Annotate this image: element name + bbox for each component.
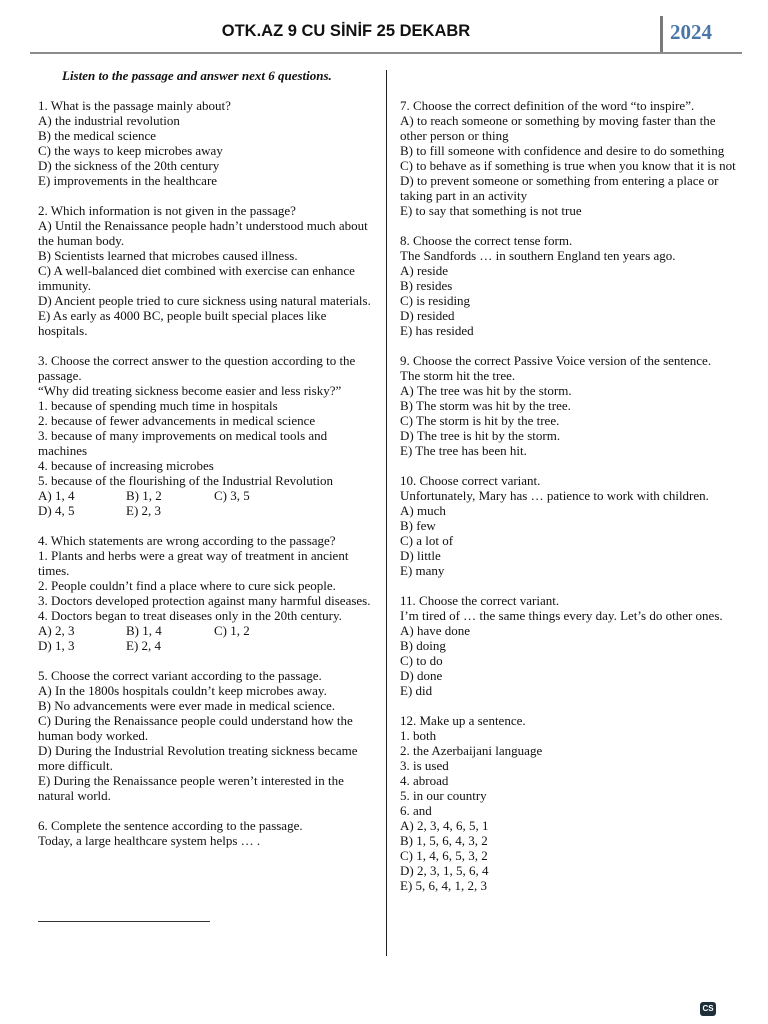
answer-option: D) 4, 5	[38, 503, 75, 518]
answer-options-row	[38, 623, 374, 638]
answer-option: C) 3, 5	[214, 488, 250, 503]
question-line: B) resides	[400, 278, 453, 293]
answer-options-row	[38, 488, 374, 503]
question-line: B) The storm was hit by the tree.	[400, 398, 571, 413]
question-stem: 1. What is the passage mainly about?	[38, 98, 231, 113]
question-line: A) Until the Renaissance people hadn’t understood much about the human body.	[38, 218, 368, 248]
answer-option: A) 2, 3	[38, 623, 75, 638]
question-line: D) little	[400, 548, 441, 563]
question-line: D) During the Industrial Revolution treating sickness became more difficult.	[38, 743, 358, 773]
answer-options-row	[38, 503, 374, 518]
question-stem: 9. Choose the correct Passive Voice version of the sentence.	[400, 353, 712, 368]
question-2	[38, 203, 374, 338]
question-stem: 8. Choose the correct tense form.	[400, 233, 573, 248]
question-stem: 2. Which information is not given in the passage?	[38, 203, 296, 218]
page-header	[30, 14, 742, 54]
question-stem: 12. Make up a sentence.	[400, 713, 526, 728]
question-line: C) During the Renaissance people could understand how the human body worked.	[38, 713, 353, 743]
question-line: 1. both	[400, 728, 437, 743]
question-stem: 7. Choose the correct definition of the word “to inspire”.	[400, 98, 695, 113]
question-line: Unfortunately, Mary has … patience to work with children.	[400, 488, 709, 503]
question-line: 6. and	[400, 803, 432, 818]
question-line: D) the sickness of the 20th century	[38, 158, 220, 173]
question-line: D) 2, 3, 1, 5, 6, 4	[400, 863, 489, 878]
listening-instruction: Listen to the passage and answer next 6 questions.	[62, 68, 332, 83]
question-line: C) A well-balanced diet combined with exercise can enhance immunity.	[38, 263, 355, 293]
question-8	[400, 233, 738, 338]
question-7	[400, 98, 738, 218]
question-6	[38, 818, 374, 848]
question-line: 3. because of many improvements on medical tools and machines	[38, 428, 328, 458]
question-line: D) to prevent someone or something from entering a place or taking part in an activity	[400, 173, 719, 203]
question-line: 3. is used	[400, 758, 449, 773]
question-line: A) 2, 3, 4, 6, 5, 1	[400, 818, 489, 833]
question-line: B) few	[400, 518, 436, 533]
question-stem: 10. Choose correct variant.	[400, 473, 541, 488]
question-line: A) reside	[400, 263, 449, 278]
page-title: OTK.AZ 9 CU SİNİF 25 DEKABR	[221, 22, 471, 40]
question-line: A) have done	[400, 623, 471, 638]
question-line: E) During the Renaissance people weren’t interested in the natural world.	[38, 773, 344, 803]
right-column	[400, 98, 738, 908]
question-line: E) As early as 4000 BC, people built special places like hospitals.	[38, 308, 327, 338]
question-line: D) The tree is hit by the storm.	[400, 428, 561, 443]
question-line: B) doing	[400, 638, 446, 653]
question-line: D) resided	[400, 308, 455, 323]
question-line: A) The tree was hit by the storm.	[400, 383, 572, 398]
question-line: C) a lot of	[400, 533, 454, 548]
question-line: 5. because of the flourishing of the Industrial Revolution	[38, 473, 333, 488]
question-line: C) 1, 4, 6, 5, 3, 2	[400, 848, 488, 863]
question-line: B) the medical science	[38, 128, 157, 143]
question-line: 4. abroad	[400, 773, 449, 788]
question-line: E) 5, 6, 4, 1, 2, 3	[400, 878, 488, 893]
question-line: C) to do	[400, 653, 443, 668]
header-year: 2024	[670, 20, 712, 44]
question-line: 4. because of increasing microbes	[38, 458, 214, 473]
question-line: D) done	[400, 668, 443, 683]
question-line: A) In the 1800s hospitals couldn’t keep microbes away.	[38, 683, 327, 698]
answer-blank-line	[38, 921, 210, 922]
question-line: 3. Doctors developed protection against many harmful diseases.	[38, 593, 371, 608]
question-line: E) to say that something is not true	[400, 203, 582, 218]
answer-option: B) 1, 2	[126, 488, 162, 503]
left-column	[38, 98, 374, 863]
question-line: A) the industrial revolution	[38, 113, 180, 128]
camscanner-logo: CS	[700, 1002, 716, 1016]
question-line: 1. because of spending much time in hospitals	[38, 398, 278, 413]
question-line: E) did	[400, 683, 433, 698]
question-5	[38, 668, 374, 803]
question-stem: 3. Choose the correct answer to the question according to the passage.	[38, 353, 356, 383]
question-line: Today, a large healthcare system helps … .	[38, 833, 261, 848]
answer-option: C) 1, 2	[214, 623, 250, 638]
question-line: “Why did treating sickness become easier and less risky?”	[38, 383, 342, 398]
question-12	[400, 713, 738, 893]
question-11	[400, 593, 738, 698]
question-line: B) to fill someone with confidence and desire to do something	[400, 143, 725, 158]
answer-option: E) 2, 3	[126, 503, 162, 518]
question-line: A) much	[400, 503, 446, 518]
answer-option: B) 1, 4	[126, 623, 162, 638]
question-line: 1. Plants and herbs were a great way of treatment in ancient times.	[38, 548, 349, 578]
question-3	[38, 353, 374, 518]
question-stem: 5. Choose the correct variant according to the passage.	[38, 668, 322, 683]
question-stem: 4. Which statements are wrong according to the passage?	[38, 533, 336, 548]
question-line: 2. the Azerbaijani language	[400, 743, 543, 758]
question-line: C) is residing	[400, 293, 471, 308]
question-line: E) The tree has been hit.	[400, 443, 527, 458]
column-divider	[386, 70, 387, 956]
question-line: I’m tired of … the same things every day. Let’s do other ones.	[400, 608, 723, 623]
question-line: C) The storm is hit by the tree.	[400, 413, 560, 428]
question-stem: 6. Complete the sentence according to the passage.	[38, 818, 303, 833]
question-line: The Sandfords … in southern England ten years ago.	[400, 248, 676, 263]
answer-option: D) 1, 3	[38, 638, 75, 653]
question-line: 2. People couldn’t find a place where to cure sick people.	[38, 578, 336, 593]
header-divider	[660, 16, 663, 52]
question-line: B) Scientists learned that microbes caused illness.	[38, 248, 298, 263]
question-line: C) to behave as if something is true when you know that it is not	[400, 158, 736, 173]
question-10	[400, 473, 738, 578]
question-line: C) the ways to keep microbes away	[38, 143, 223, 158]
question-4	[38, 533, 374, 653]
answer-option: E) 2, 4	[126, 638, 162, 653]
question-9	[400, 353, 738, 458]
answer-option: A) 1, 4	[38, 488, 75, 503]
question-line: 4. Doctors began to treat diseases only in the 20th century.	[38, 608, 342, 623]
question-line: E) has resided	[400, 323, 474, 338]
question-line: D) Ancient people tried to cure sickness using natural materials.	[38, 293, 371, 308]
question-1	[38, 98, 374, 188]
question-line: The storm hit the tree.	[400, 368, 516, 383]
question-line: E) many	[400, 563, 445, 578]
question-line: B) No advancements were ever made in medical science.	[38, 698, 336, 713]
question-line: 2. because of fewer advancements in medical science	[38, 413, 316, 428]
question-stem: 11. Choose the correct variant.	[400, 593, 560, 608]
answer-options-row	[38, 638, 374, 653]
question-line: B) 1, 5, 6, 4, 3, 2	[400, 833, 488, 848]
question-line: 5. in our country	[400, 788, 487, 803]
question-line: A) to reach someone or something by moving faster than the other person or thing	[400, 113, 716, 143]
question-line: E) improvements in the healthcare	[38, 173, 218, 188]
